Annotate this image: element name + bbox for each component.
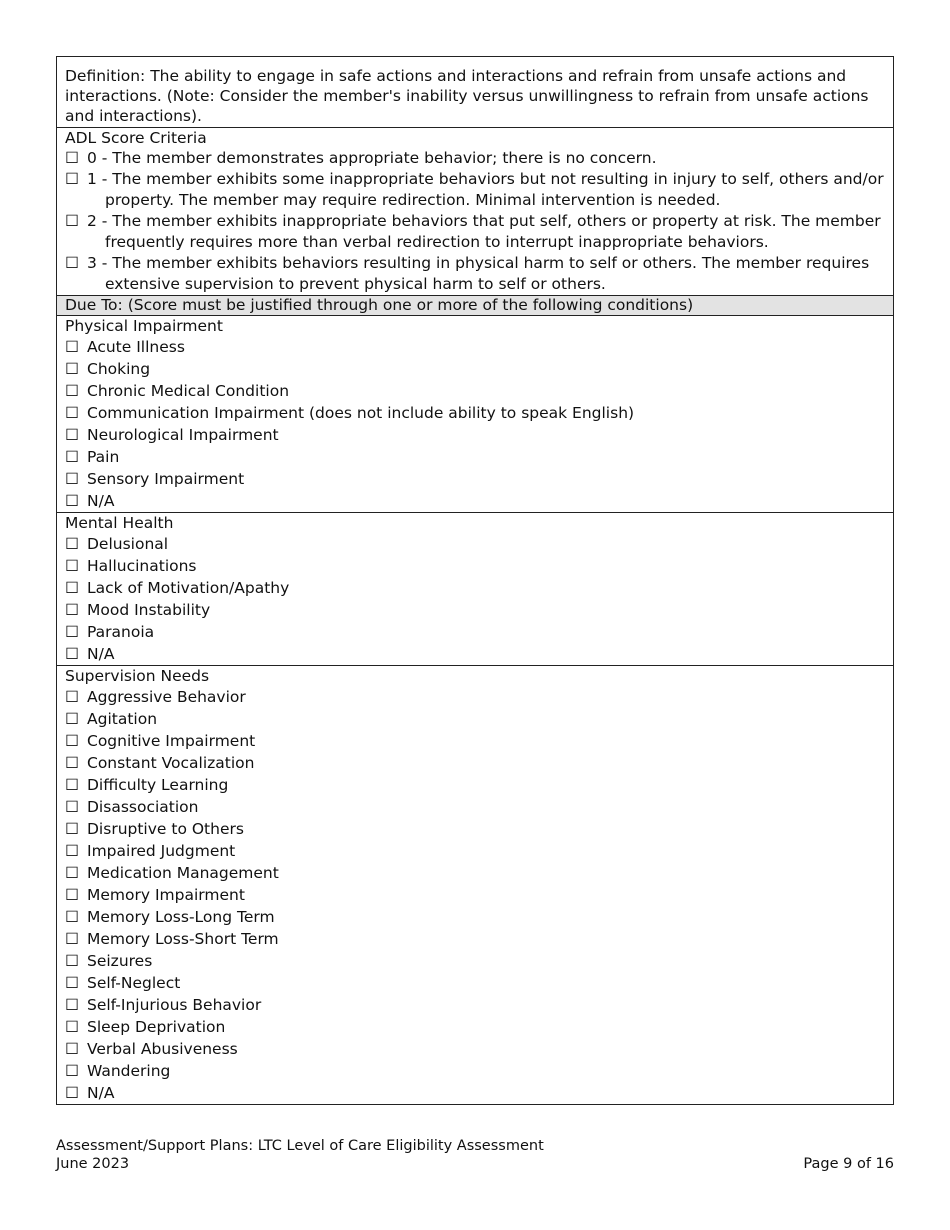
- checkbox-label: Paranoia: [87, 623, 155, 641]
- checkbox[interactable]: ☐: [65, 492, 79, 510]
- due-to-header: [57, 296, 893, 316]
- checkbox-label: Hallucinations: [87, 557, 197, 575]
- checkbox[interactable]: ☐: [65, 212, 79, 230]
- checkbox[interactable]: ☐: [65, 710, 79, 728]
- checkbox[interactable]: ☐: [65, 382, 79, 400]
- physical-impairment-option: [65, 424, 885, 446]
- checkbox-label: 1 - The member exhibits some inappropriate behaviors but not resulting in injury to self, others and/or property. The member may require redirection. Minimal intervention is needed.: [87, 170, 884, 209]
- checkbox-label: Disruptive to Others: [87, 820, 244, 838]
- footer-title: Assessment/Support Plans: LTC Level of Care Eligibility Assessment: [56, 1138, 544, 1154]
- supervision-needs-option: [65, 862, 885, 884]
- adl-score-option: [65, 169, 885, 211]
- supervision-needs-option: [65, 928, 885, 950]
- mental-health-option: [65, 577, 885, 599]
- checkbox[interactable]: ☐: [65, 360, 79, 378]
- checkbox[interactable]: ☐: [65, 974, 79, 992]
- mental-health-option: [65, 599, 885, 621]
- supervision-needs-title: Supervision Needs: [65, 667, 210, 685]
- checkbox-label: Cognitive Impairment: [87, 732, 256, 750]
- checkbox-label: Memory Impairment: [87, 886, 245, 904]
- checkbox-label: Difficulty Learning: [87, 776, 229, 794]
- checkbox-label: Sleep Deprivation: [87, 1018, 226, 1036]
- checkbox-label: N/A: [87, 1084, 115, 1102]
- checkbox-label: 3 - The member exhibits behaviors resulting in physical harm to self or others. The member requires extensive supervision to prevent physical harm to self or others.: [87, 254, 870, 293]
- physical-impairment-option: [65, 380, 885, 402]
- supervision-needs-option: [65, 752, 885, 774]
- supervision-needs-option: [65, 1082, 885, 1104]
- adl-score-list: [65, 148, 885, 295]
- supervision-needs-option: [65, 1016, 885, 1038]
- checkbox-label: 0 - The member demonstrates appropriate behavior; there is no concern.: [87, 149, 657, 167]
- checkbox-label: Pain: [87, 448, 120, 466]
- checkbox-label: Wandering: [87, 1062, 171, 1080]
- checkbox[interactable]: ☐: [65, 886, 79, 904]
- supervision-needs-list: [65, 686, 885, 1104]
- checkbox-label: Choking: [87, 360, 151, 378]
- checkbox[interactable]: ☐: [65, 645, 79, 663]
- mental-health-option: [65, 555, 885, 577]
- supervision-needs-option: [65, 796, 885, 818]
- checkbox-label: Self-Neglect: [87, 974, 181, 992]
- supervision-needs-option: [65, 950, 885, 972]
- footer-page-number: Page 9 of 16: [803, 1156, 894, 1172]
- footer-left: [56, 1137, 544, 1173]
- adl-score-option: [65, 253, 885, 295]
- checkbox-label: 2 - The member exhibits inappropriate behaviors that put self, others or property at risk. The member frequently requires more than verbal redirection to interrupt inappropriate behaviors.: [87, 212, 881, 251]
- mental-health-option: [65, 643, 885, 665]
- checkbox[interactable]: ☐: [65, 170, 79, 188]
- checkbox[interactable]: ☐: [65, 535, 79, 553]
- checkbox[interactable]: ☐: [65, 952, 79, 970]
- checkbox-label: Neurological Impairment: [87, 426, 279, 444]
- adl-score-option: [65, 211, 885, 253]
- supervision-needs-option: [65, 686, 885, 708]
- checkbox[interactable]: ☐: [65, 908, 79, 926]
- checkbox[interactable]: ☐: [65, 470, 79, 488]
- adl-score-section: [57, 128, 893, 296]
- physical-impairment-option: [65, 490, 885, 512]
- supervision-needs-option: [65, 1060, 885, 1082]
- supervision-needs-option: [65, 972, 885, 994]
- checkbox[interactable]: ☐: [65, 579, 79, 597]
- checkbox-label: Chronic Medical Condition: [87, 382, 290, 400]
- checkbox-label: N/A: [87, 492, 115, 510]
- due-to-text: Due To: (Score must be justified through one or more of the following conditions): [65, 296, 694, 314]
- checkbox[interactable]: ☐: [65, 688, 79, 706]
- physical-impairment-title: Physical Impairment: [65, 317, 223, 335]
- checkbox-label: Sensory Impairment: [87, 470, 245, 488]
- checkbox-label: Delusional: [87, 535, 169, 553]
- physical-impairment-list: [65, 336, 885, 512]
- supervision-needs-option: [65, 840, 885, 862]
- physical-impairment-option: [65, 336, 885, 358]
- checkbox[interactable]: ☐: [65, 842, 79, 860]
- checkbox[interactable]: ☐: [65, 820, 79, 838]
- checkbox[interactable]: ☐: [65, 338, 79, 356]
- checkbox-label: Lack of Motivation/Apathy: [87, 579, 290, 597]
- physical-impairment-section: [57, 316, 893, 513]
- checkbox-label: Self-Injurious Behavior: [87, 996, 262, 1014]
- physical-impairment-option: [65, 446, 885, 468]
- physical-impairment-option: [65, 468, 885, 490]
- checkbox[interactable]: ☐: [65, 254, 79, 272]
- physical-impairment-option: [65, 358, 885, 380]
- checkbox[interactable]: ☐: [65, 149, 79, 167]
- checkbox[interactable]: ☐: [65, 996, 79, 1014]
- checkbox-label: Disassociation: [87, 798, 199, 816]
- supervision-needs-option: [65, 708, 885, 730]
- checkbox-label: Memory Loss-Long Term: [87, 908, 275, 926]
- checkbox[interactable]: ☐: [65, 1084, 79, 1102]
- checkbox[interactable]: ☐: [65, 426, 79, 444]
- checkbox-label: Agitation: [87, 710, 158, 728]
- checkbox-label: Seizures: [87, 952, 153, 970]
- supervision-needs-option: [65, 818, 885, 840]
- checkbox-label: Verbal Abusiveness: [87, 1040, 238, 1058]
- supervision-needs-option: [65, 994, 885, 1016]
- checkbox-label: Communication Impairment (does not include ability to speak English): [87, 404, 635, 422]
- supervision-needs-option: [65, 906, 885, 928]
- checkbox-label: Memory Loss-Short Term: [87, 930, 279, 948]
- definition-section: [57, 57, 893, 128]
- checkbox[interactable]: ☐: [65, 776, 79, 794]
- physical-impairment-option: [65, 402, 885, 424]
- checkbox[interactable]: ☐: [65, 448, 79, 466]
- supervision-needs-section: [57, 666, 893, 1104]
- checkbox[interactable]: ☐: [65, 1040, 79, 1058]
- mental-health-list: [65, 533, 885, 665]
- assessment-form-table: [56, 56, 894, 1105]
- checkbox[interactable]: ☐: [65, 557, 79, 575]
- mental-health-option: [65, 621, 885, 643]
- checkbox[interactable]: ☐: [65, 732, 79, 750]
- checkbox[interactable]: ☐: [65, 864, 79, 882]
- definition-text: Definition: The ability to engage in safe actions and interactions and refrain from unsafe actions and interactions. (Note: Consider the member's inability versus unwillingness to refrain from unsafe actions and interactions).: [65, 67, 869, 125]
- mental-health-title: Mental Health: [65, 514, 174, 532]
- adl-score-option: [65, 148, 885, 169]
- mental-health-option: [65, 533, 885, 555]
- supervision-needs-option: [65, 774, 885, 796]
- supervision-needs-option: [65, 730, 885, 752]
- supervision-needs-option: [65, 1038, 885, 1060]
- checkbox[interactable]: ☐: [65, 754, 79, 772]
- checkbox-label: Impaired Judgment: [87, 842, 236, 860]
- checkbox[interactable]: ☐: [65, 601, 79, 619]
- checkbox[interactable]: ☐: [65, 930, 79, 948]
- mental-health-section: [57, 513, 893, 666]
- footer-date: June 2023: [56, 1156, 130, 1172]
- checkbox[interactable]: ☐: [65, 798, 79, 816]
- checkbox[interactable]: ☐: [65, 1062, 79, 1080]
- checkbox[interactable]: ☐: [65, 404, 79, 422]
- checkbox-label: Constant Vocalization: [87, 754, 255, 772]
- supervision-needs-option: [65, 884, 885, 906]
- checkbox-label: Aggressive Behavior: [87, 688, 246, 706]
- adl-score-title: ADL Score Criteria: [65, 129, 207, 147]
- checkbox[interactable]: ☐: [65, 1018, 79, 1036]
- checkbox-label: Acute Illness: [87, 338, 185, 356]
- checkbox-label: Mood Instability: [87, 601, 211, 619]
- checkbox[interactable]: ☐: [65, 623, 79, 641]
- checkbox-label: Medication Management: [87, 864, 279, 882]
- checkbox-label: N/A: [87, 645, 115, 663]
